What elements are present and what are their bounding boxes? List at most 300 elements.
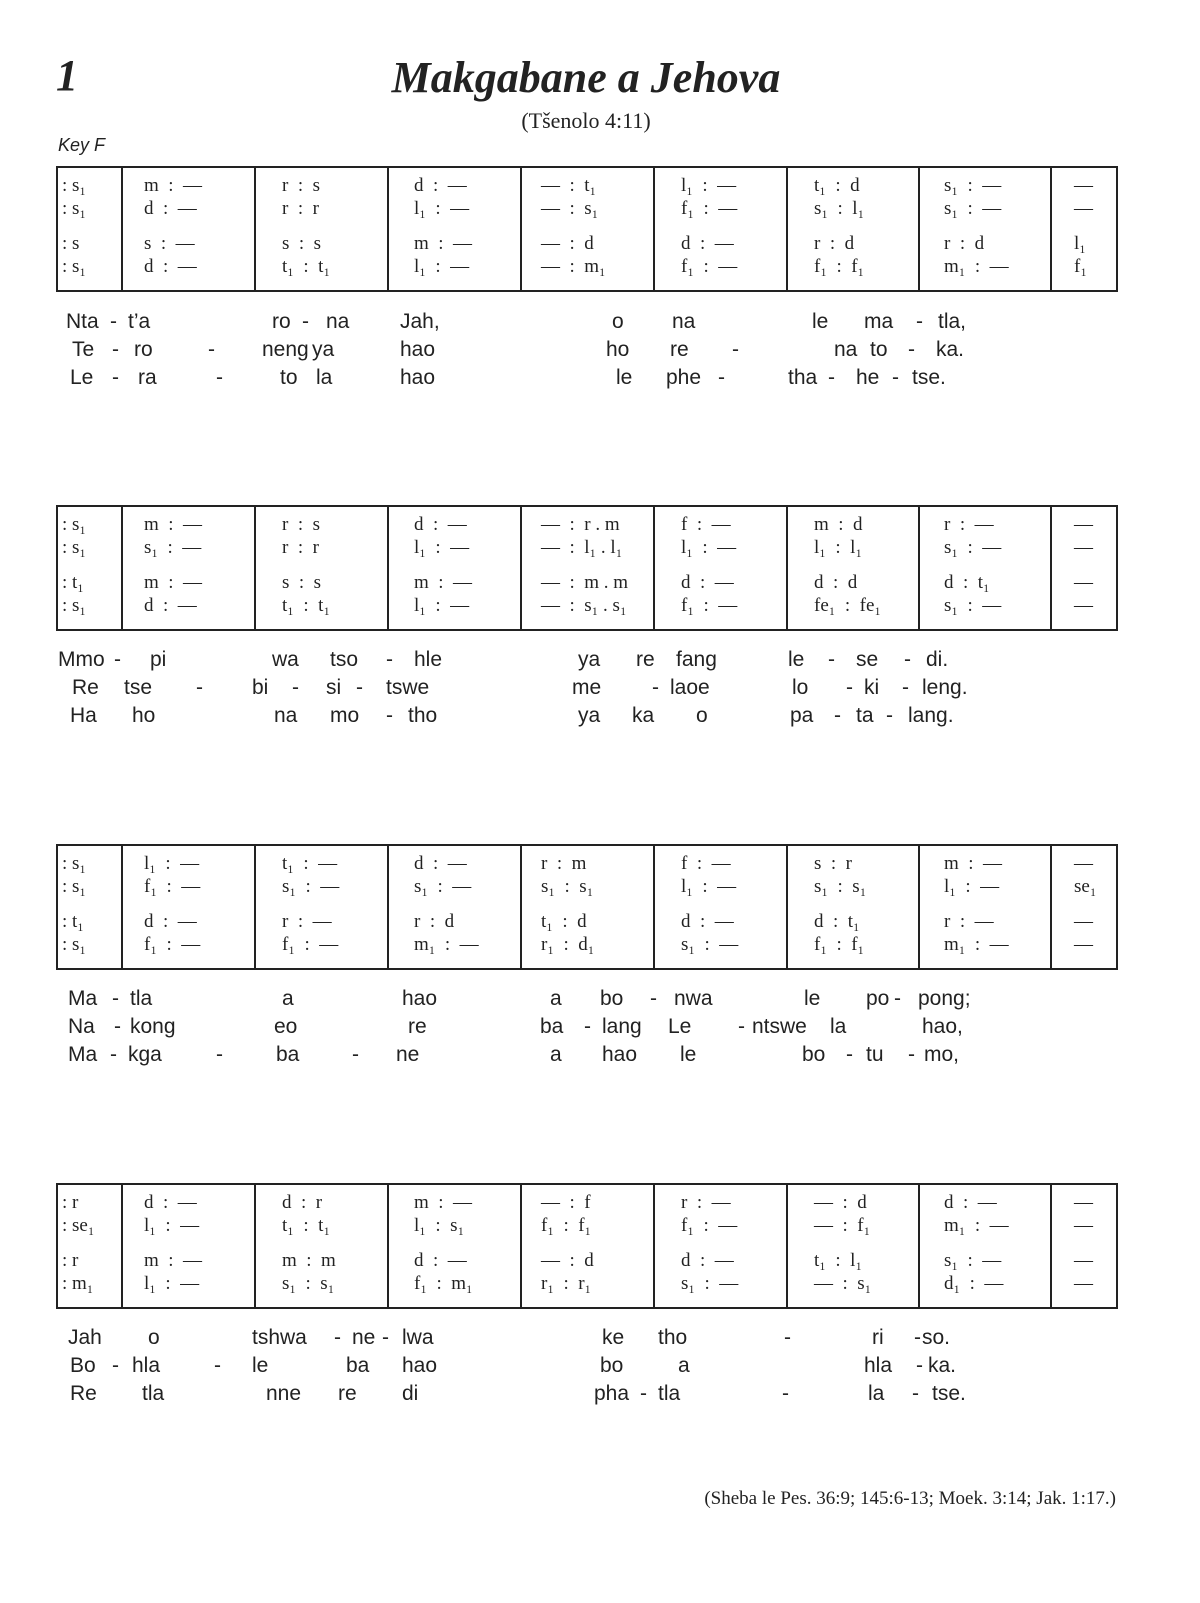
lyric-syllable: bo [802,1043,826,1066]
note-cell: m₁ : — [944,256,1009,277]
lyric-syllable: o [696,704,708,727]
note-cell: — : m . m [541,572,629,593]
note-cell: d : — [414,514,467,535]
note-cell: s₁ : l₁ [814,198,865,219]
lyric-syllable: - [912,1382,919,1405]
note-cell: — : s₁ [541,198,599,219]
lyric-syllable: - [584,1015,591,1038]
lyric-syllable: - [216,1043,223,1066]
lyric-syllable: na [326,310,350,333]
bar-line [918,844,920,970]
note-cell: l₁ : — [144,853,200,874]
lyric-syllable: Jah, [400,310,440,333]
note-cell: : s₁ [62,175,87,196]
note-cell: s : s [282,233,322,254]
lyric-syllable: ne [396,1043,420,1066]
note-cell: m : — [414,233,473,254]
lyric-syllable: - [382,1326,389,1349]
note-cell: l₁ : — [414,537,470,558]
bar-line [387,505,389,631]
note-cell: — [1074,853,1093,874]
lyric-syllable: - [732,338,739,361]
note-cell: s₁ : s₁ [814,876,867,897]
note-cell: — [1074,537,1093,558]
lyric-syllable: - [302,310,309,333]
note-cell: m : — [414,572,473,593]
note-cell: f₁ : f₁ [814,256,865,277]
lyric-syllable: a [678,1354,690,1377]
note-cell: : se₁ [62,1215,95,1236]
note-cell: m : d [814,514,863,535]
lyric-syllable: - [112,338,119,361]
bar-line [918,505,920,631]
bar-line [520,1183,522,1309]
lyric-syllable: si [326,676,342,699]
lyric-syllable: ka. [936,338,965,361]
bar-line [520,844,522,970]
note-cell: r : s [282,175,320,196]
lyric-syllable: - [386,648,393,671]
note-cell: l₁ : s₁ [414,1215,465,1236]
note-cell: r : s [282,514,320,535]
lyric-syllable: la [316,366,333,389]
lyric-syllable: bo [600,1354,624,1377]
lyric-syllable: nwa [674,987,713,1010]
lyric-syllable: Le [668,1015,692,1038]
staff-system-4 [56,1183,1118,1309]
note-cell: l₁ : — [414,595,470,616]
bar-line [121,166,123,292]
lyric-syllable: le [252,1354,269,1377]
note-cell: d : — [681,572,734,593]
lyric-syllable: Mmo [58,648,105,671]
lyric-syllable: - [334,1326,341,1349]
note-cell: f₁ : — [681,198,738,219]
note-cell: r : — [282,911,332,932]
lyric-syllable: - [886,704,893,727]
lyric-syllable: hao [402,987,438,1010]
note-cell: d : — [681,1250,734,1271]
lyric-syllable: - [718,366,725,389]
note-cell: d : — [414,1250,467,1271]
note-cell: d : — [144,198,197,219]
bar-line [786,166,788,292]
lyric-syllable: ho [132,704,156,727]
lyric-syllable: me [572,676,602,699]
lyric-syllable: hao [400,338,436,361]
note-cell: : r [62,1192,79,1213]
note-cell: l₁ : — [414,198,470,219]
lyric-syllable: Re [72,676,99,699]
bar-line [918,166,920,292]
lyric-syllable: po [866,987,890,1010]
lyric-syllable: - [652,676,659,699]
bar-line [786,1183,788,1309]
lyric-syllable: o [612,310,624,333]
note-cell: f₁ : — [144,876,201,897]
note-cell: m : — [144,175,203,196]
bar-line [254,844,256,970]
lyric-syllable: a [550,987,562,1010]
lyric-syllable: - [914,1326,921,1349]
note-cell: s : r [814,853,852,874]
lyric-syllable: - [356,676,363,699]
note-cell: r : d [944,233,985,254]
note-cell: : s₁ [62,934,87,955]
note-cell: f₁ : — [144,934,201,955]
lyric-syllable: - [892,366,899,389]
lyric-syllable: to [280,366,298,389]
lyric-syllable: - [110,1043,117,1066]
lyric-syllable: o [148,1326,160,1349]
note-cell: — [1074,198,1093,219]
note-cell: f₁ : f₁ [814,934,865,955]
note-cell: l₁ : — [681,175,737,196]
bar-line [786,844,788,970]
lyric-syllable: ra [138,366,157,389]
note-cell: s₁ : — [944,537,1002,558]
lyric-syllable: fang [676,648,717,671]
note-cell: s₁ : — [944,175,1002,196]
bar-line [121,1183,123,1309]
note-cell: : s₁ [62,537,87,558]
note-cell: fe₁ : fe₁ [814,595,882,616]
lyric-syllable: - [738,1015,745,1038]
lyric-syllable: bo [600,987,624,1010]
bar-line [1050,1183,1052,1309]
lyric-syllable: tse [124,676,153,699]
note-cell: r : m [541,853,587,874]
note-cell: s₁ : s₁ [282,1273,335,1294]
lyric-syllable: lao [670,676,699,699]
note-cell: f₁ : — [681,595,738,616]
lyric-syllable: hao [402,1354,438,1377]
note-cell: r : — [681,1192,731,1213]
lyric-syllable: - [846,676,853,699]
lyric-syllable: eo [274,1015,298,1038]
lyric-syllable: - [894,987,901,1010]
bar-line [918,1183,920,1309]
lyric-syllable: di [402,1382,419,1405]
lyric-syllable: kong [130,1015,176,1038]
lyric-syllable: re [670,338,689,361]
note-cell: — [1074,1192,1093,1213]
note-cell: f₁ : f₁ [541,1215,592,1236]
note-cell: d : — [681,911,734,932]
note-cell: — [1074,934,1093,955]
staff-system-2 [56,505,1118,631]
note-cell: : s₁ [62,198,87,219]
lyric-syllable: - [908,338,915,361]
note-cell: s₁ : — [944,1250,1002,1271]
lyric-syllable: Ma [68,987,98,1010]
key-signature: Key F [58,135,106,155]
lyric-syllable: - [908,1043,915,1066]
staff-grid [56,166,1118,292]
lyric-syllable: di. [926,648,949,671]
note-cell: f : — [681,853,731,874]
note-cell: : t₁ [62,572,84,593]
lyric-syllable: ho [606,338,630,361]
lyric-syllable: pong; [918,987,971,1010]
lyric-syllable: mo [330,704,360,727]
note-cell: l₁ : — [944,876,1000,897]
lyric-syllable: ri [872,1326,884,1349]
lyric-syllable: a [550,1043,562,1066]
staff-grid [56,505,1118,631]
lyric-syllable: pi [150,648,167,671]
note-cell: m : — [144,1250,203,1271]
note-cell: r : d [414,911,455,932]
lyric-syllable: - [196,676,203,699]
lyric-syllable: hla [864,1354,893,1377]
lyric-syllable: so. [922,1326,951,1349]
lyric-syllable: ka [632,704,655,727]
lyric-syllable: - [110,310,117,333]
note-cell: s₁ : — [414,876,472,897]
lyric-syllable: tswe [386,676,430,699]
lyric-syllable: ba [276,1043,300,1066]
note-cell: t₁ : l₁ [814,1250,863,1271]
bar-line [520,505,522,631]
note-cell: d : — [414,175,467,196]
note-cell: s₁ : — [944,198,1002,219]
bar-line [121,505,123,631]
lyric-syllable: Te [72,338,95,361]
note-cell: d : — [681,233,734,254]
lyric-syllable: - [916,310,923,333]
staff-system-1 [56,166,1118,292]
note-cell: f₁ : — [282,934,339,955]
lyric-syllable: - [208,338,215,361]
note-cell: : s₁ [62,514,87,535]
note-cell: r : — [944,911,994,932]
note-cell: — : d [814,1192,867,1213]
bar-line [1050,166,1052,292]
bar-line [520,166,522,292]
note-cell: — : f₁ [814,1215,871,1236]
lyric-syllable: - [784,1326,791,1349]
lyric-syllable: re [338,1382,357,1405]
lyric-syllable: neng [262,338,309,361]
note-cell: d : — [144,256,197,277]
note-cell: t₁ : t₁ [282,256,331,277]
note-cell: f₁ : — [681,1215,738,1236]
note-cell: — [1074,514,1093,535]
lyric-syllable: la [830,1015,847,1038]
note-cell: : s [62,233,80,254]
lyric-syllable: - [214,1354,221,1377]
lyric-syllable: hao, [922,1015,963,1038]
note-cell: d : — [144,595,197,616]
bar-line [254,166,256,292]
note-cell: t₁ : t₁ [282,1215,331,1236]
note-cell: m : — [144,572,203,593]
note-cell: : s₁ [62,876,87,897]
lyric-syllable: tu [866,1043,884,1066]
lyric-syllable: - [352,1043,359,1066]
note-cell: s₁ : — [144,537,202,558]
lyric-syllable: tse. [912,366,946,389]
note-cell: m₁ : — [944,1215,1009,1236]
lyric-syllable: bi [252,676,269,699]
lyric-syllable: - [114,648,121,671]
lyric-syllable: lwa [402,1326,434,1349]
note-cell: — [1074,572,1093,593]
note-cell: — [1074,911,1093,932]
note-cell: : r [62,1250,79,1271]
lyric-syllable: - [828,366,835,389]
lyric-syllable: tshwa [252,1326,307,1349]
lyric-syllable: Ha [70,704,97,727]
lyric-syllable: Ma [68,1043,98,1066]
note-cell: r : r [282,537,319,558]
lyric-syllable: na [834,338,858,361]
bar-line [254,505,256,631]
lyric-syllable: - [650,987,657,1010]
note-cell: s₁ : — [282,876,340,897]
lyric-syllable: ka. [928,1354,957,1377]
note-cell: m₁ : — [944,934,1009,955]
lyric-syllable: to [870,338,888,361]
note-cell: d : — [414,853,467,874]
lyric-syllable: - [386,704,393,727]
note-cell: — [1074,1273,1093,1294]
lyric-syllable: Na [68,1015,95,1038]
lyric-syllable: re [636,648,655,671]
lyric-syllable: ne [352,1326,376,1349]
lyric-syllable: hla [132,1354,161,1377]
hymn-title: Makgabane a Jehova [391,53,781,102]
lyric-syllable: phe [666,366,702,389]
note-cell: — : f [541,1192,591,1213]
note-cell: m : m [282,1250,336,1271]
note-cell: — : s₁ [814,1273,872,1294]
note-cell: l₁ : — [144,1215,200,1236]
lyric-syllable: re [408,1015,427,1038]
lyric-syllable: tla, [938,310,967,333]
lyric-syllable: e [698,676,710,699]
lyric-syllable: t’a [128,310,151,333]
note-cell: : s₁ [62,256,87,277]
staff-system-3 [56,844,1118,970]
lyric-syllable: Jah [68,1326,102,1349]
note-cell: l₁ : — [414,256,470,277]
bar-line [1050,844,1052,970]
bar-line [387,166,389,292]
lyric-syllable: le [812,310,829,333]
note-cell: r₁ : r₁ [541,1273,592,1294]
bar-line [1050,505,1052,631]
lyric-syllable: tla [658,1382,681,1405]
note-cell: d : t₁ [814,911,860,932]
lyric-syllable: ba [540,1015,564,1038]
lyric-syllable: - [292,676,299,699]
note-cell: — [1074,175,1093,196]
note-cell: — [1074,1215,1093,1236]
note-cell: : s₁ [62,595,87,616]
lyric-syllable: hao [400,366,436,389]
lyric-syllable: - [846,1043,853,1066]
lyric-syllable: pa [790,704,814,727]
note-cell: — : r . m [541,514,620,535]
note-cell: l₁ : l₁ [814,537,863,558]
note-cell: s₁ : — [681,1273,739,1294]
note-cell: s : s [282,572,322,593]
lyric-syllable: tso [330,648,359,671]
note-cell: f₁ : m₁ [414,1273,473,1294]
lyric-syllable: la [868,1382,885,1405]
lyric-syllable: hao [602,1043,638,1066]
scripture-reference: (Tšenolo 4:11) [521,108,651,133]
lyric-syllable: - [112,366,119,389]
note-cell: s₁ : s₁ [541,876,594,897]
note-cell: l₁ : — [144,1273,200,1294]
lyric-syllable: kga [128,1043,162,1066]
note-cell: — : s₁ . s₁ [541,595,627,616]
lyric-syllable: na [672,310,696,333]
note-cell: t₁ : — [282,853,338,874]
lyric-syllable: - [904,648,911,671]
lyric-syllable: - [112,1354,119,1377]
lyric-syllable: se [856,648,879,671]
note-cell: f₁ : — [681,256,738,277]
lyric-syllable: le [680,1043,697,1066]
lyric-syllable: - [640,1382,647,1405]
lyric-syllable: he [856,366,880,389]
note-cell: : m₁ [62,1273,94,1294]
lyric-syllable: - [112,987,119,1010]
lyric-syllable: ki [864,676,880,699]
lyric-syllable: ta [856,704,874,727]
lyric-syllable: ma [864,310,894,333]
lyric-syllable: ro [134,338,153,361]
note-cell: d : — [144,911,197,932]
lyric-syllable: - [782,1382,789,1405]
bar-line [653,505,655,631]
note-cell: s : — [144,233,195,254]
note-cell: d : — [144,1192,197,1213]
note-cell: se₁ [1074,876,1097,897]
note-cell: : t₁ [62,911,84,932]
bar-line [653,844,655,970]
lyric-syllable: le [616,366,633,389]
lyric-syllable: le [804,987,821,1010]
lyric-syllable: ke [602,1326,625,1349]
lyric-syllable: - [828,648,835,671]
footnote: (Sheba le Pes. 36:9; 145:6-13; Moek. 3:14; Jak. 1:17.) [704,1488,1116,1509]
lyric-syllable: nne [266,1382,302,1405]
note-cell: d : r [282,1192,323,1213]
note-cell: m : — [414,1192,473,1213]
note-cell: r : d [814,233,855,254]
lyric-syllable: - [114,1015,121,1038]
lyric-syllable: ba [346,1354,370,1377]
lyric-syllable: - [916,1354,923,1377]
lyric-syllable: hle [414,648,443,671]
lyric-syllable: ya [312,338,335,361]
bar-line [387,1183,389,1309]
lyric-syllable: lang. [908,704,954,727]
note-cell: — [1074,595,1093,616]
note-cell: t₁ : d [814,175,860,196]
note-cell: d : — [944,1192,997,1213]
note-cell: r : r [282,198,319,219]
note-cell: r : — [944,514,994,535]
note-cell: d : d [814,572,858,593]
note-cell: r₁ : d₁ [541,934,595,955]
bar-line [387,844,389,970]
